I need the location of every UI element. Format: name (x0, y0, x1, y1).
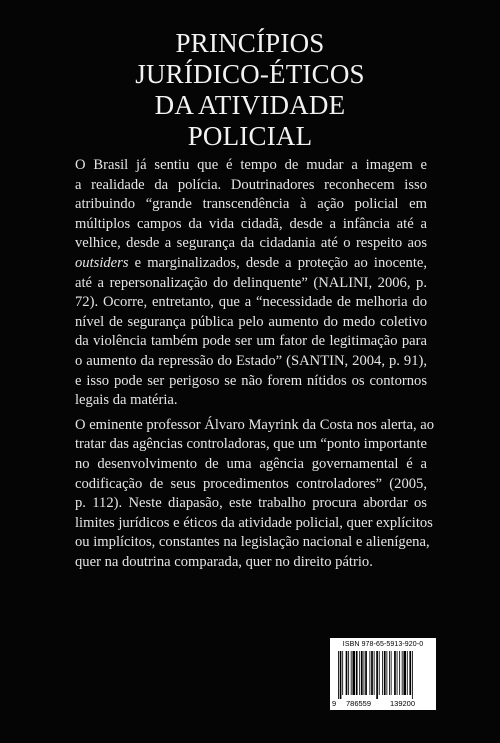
book-title (0, 28, 500, 152)
barcode-bar (356, 651, 358, 695)
text-line: p. 112). Neste diapasão, este trabalho procura abordar os (75, 495, 427, 512)
barcode-bar (402, 651, 403, 695)
barcode-bar (364, 651, 365, 695)
text-line: limites jurídicos e éticos da atividade policial, quer explícitos (75, 514, 433, 531)
text-line: da violência também pode ser um fator de legitimação para (75, 333, 427, 350)
barcode-bar (379, 651, 380, 695)
text-line: codificação de seus procedimentos controladores” (2005, (75, 475, 427, 492)
barcode-bar (384, 651, 386, 695)
barcode-bar (391, 651, 392, 695)
back-cover-text (75, 156, 435, 577)
barcode-bar (409, 651, 411, 695)
text-line: ou implícitos, constantes na legislação nacional e alienígena, (75, 534, 430, 551)
isbn-barcode (330, 638, 436, 710)
barcode-bar (376, 651, 378, 699)
barcode-bar (342, 651, 343, 695)
barcode-bars (337, 651, 431, 699)
text-line: legais da matéria. (75, 392, 178, 409)
barcode-bar (348, 651, 349, 695)
barcode-bar (338, 651, 339, 699)
barcode-bar (412, 651, 413, 699)
barcode-bar (361, 651, 363, 695)
barcode-bar (399, 651, 400, 695)
paragraph-1 (75, 156, 427, 411)
text-line-rest: e marginalizados, desde a proteção ao inocente, (134, 254, 428, 271)
text-line: o aumento da repressão do Estado” (SANTIN, 2004, p. 91), (75, 352, 427, 369)
barcode-bar (340, 651, 342, 699)
text-line: nível de segurança pública pelo aumento do medo coletivo (75, 313, 427, 330)
text-line: até a repersonalização do delinquente” (NALINI, 2006, p. (75, 274, 427, 291)
text-line: velhice, desde a segurança da cidadania até o respeito aos (75, 235, 427, 252)
isbn-number: ISBN 978-65-5913-920-0 (342, 641, 424, 648)
barcode-bar (351, 651, 352, 695)
barcode-digit-first: 9 (332, 699, 337, 708)
title-line: POLICIAL (187, 121, 313, 151)
barcode-bar (371, 651, 373, 695)
barcode-bar (394, 651, 396, 695)
text-line: 72). Ocorre, entretanto, que a “necessidade de melhoria do (75, 294, 427, 311)
paragraph-2 (75, 416, 435, 573)
barcode-graphic (337, 651, 431, 699)
barcode-bar (407, 651, 408, 695)
text-line: a realidade da polícia. Doutrinadores reconhecem isso (75, 176, 427, 193)
title-line: JURÍDICO-ÉTICOS (135, 59, 365, 89)
barcode-bar (403, 651, 406, 695)
text-line: O Brasil já sentiu que é tempo de mudar a imagem e (75, 157, 427, 173)
title-line: PRINCÍPIOS (175, 28, 325, 58)
text-line: quer na doutrina comparada, quer no direito pátrio. (75, 553, 373, 570)
barcode-bar (386, 651, 387, 695)
text-line: no desenvolvimento de uma agência governamental é a (75, 455, 427, 472)
barcode-bar (374, 651, 375, 695)
barcode-bar (389, 651, 390, 695)
barcode-bar (346, 651, 348, 695)
barcode-bar (352, 651, 355, 695)
barcode-bar (382, 651, 383, 695)
barcode-bar (359, 651, 360, 695)
italic-term: outsiders (75, 254, 129, 271)
text-line: múltiplos campos da vida cidadã, desde a infância até a (75, 215, 427, 232)
text-line: tratar das agências controladoras, que um “ponto importante (75, 436, 427, 453)
barcode-bar (369, 651, 370, 695)
barcode-bar (365, 651, 367, 695)
title-line: DA ATIVIDADE (154, 90, 346, 120)
text-line: e isso pode ser perigoso se não forem nítidos os contornos (75, 372, 427, 389)
barcode-digits-left: 786559 (346, 699, 372, 708)
barcode-bar (397, 651, 398, 695)
text-line-with-italic (75, 254, 427, 274)
text-line: atribuindo “grande transcendência à ação policial em (75, 196, 427, 213)
barcode-digits-right: 139200 (390, 699, 416, 708)
text-line: O eminente professor Álvaro Mayrink da Costa nos alerta, ao (75, 416, 435, 433)
